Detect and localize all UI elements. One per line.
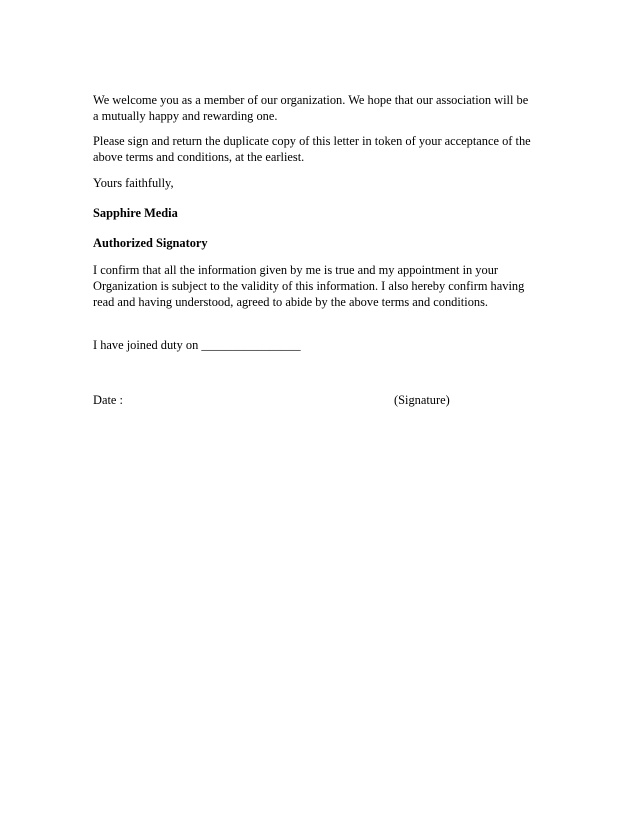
return-request-line-2: above terms and conditions, at the earliest. (93, 150, 305, 164)
welcome-line-1: We welcome you as a member of our organization. We hope that our association will be (93, 93, 529, 107)
date-label: Date : (93, 393, 123, 407)
confirmation-line-2: Organization is subject to the validity of this information. I also hereby confirm having (93, 279, 525, 293)
welcome-line-2: a mutually happy and rewarding one. (93, 109, 278, 123)
confirmation-line-3: read and having understood, agreed to abide by the above terms and conditions. (93, 295, 489, 309)
signature-label: (Signature) (394, 393, 450, 407)
joined-duty-line: I have joined duty on ________________ (93, 338, 301, 352)
return-request-line-1: Please sign and return the duplicate copy of this letter in token of your acceptance of the (93, 134, 531, 148)
authorized-signatory: Authorized Signatory (93, 236, 208, 250)
confirmation-line-1: I confirm that all the information given by me is true and my appointment in your (93, 263, 499, 277)
closing-salutation: Yours faithfully, (93, 176, 174, 190)
company-name: Sapphire Media (93, 206, 178, 220)
